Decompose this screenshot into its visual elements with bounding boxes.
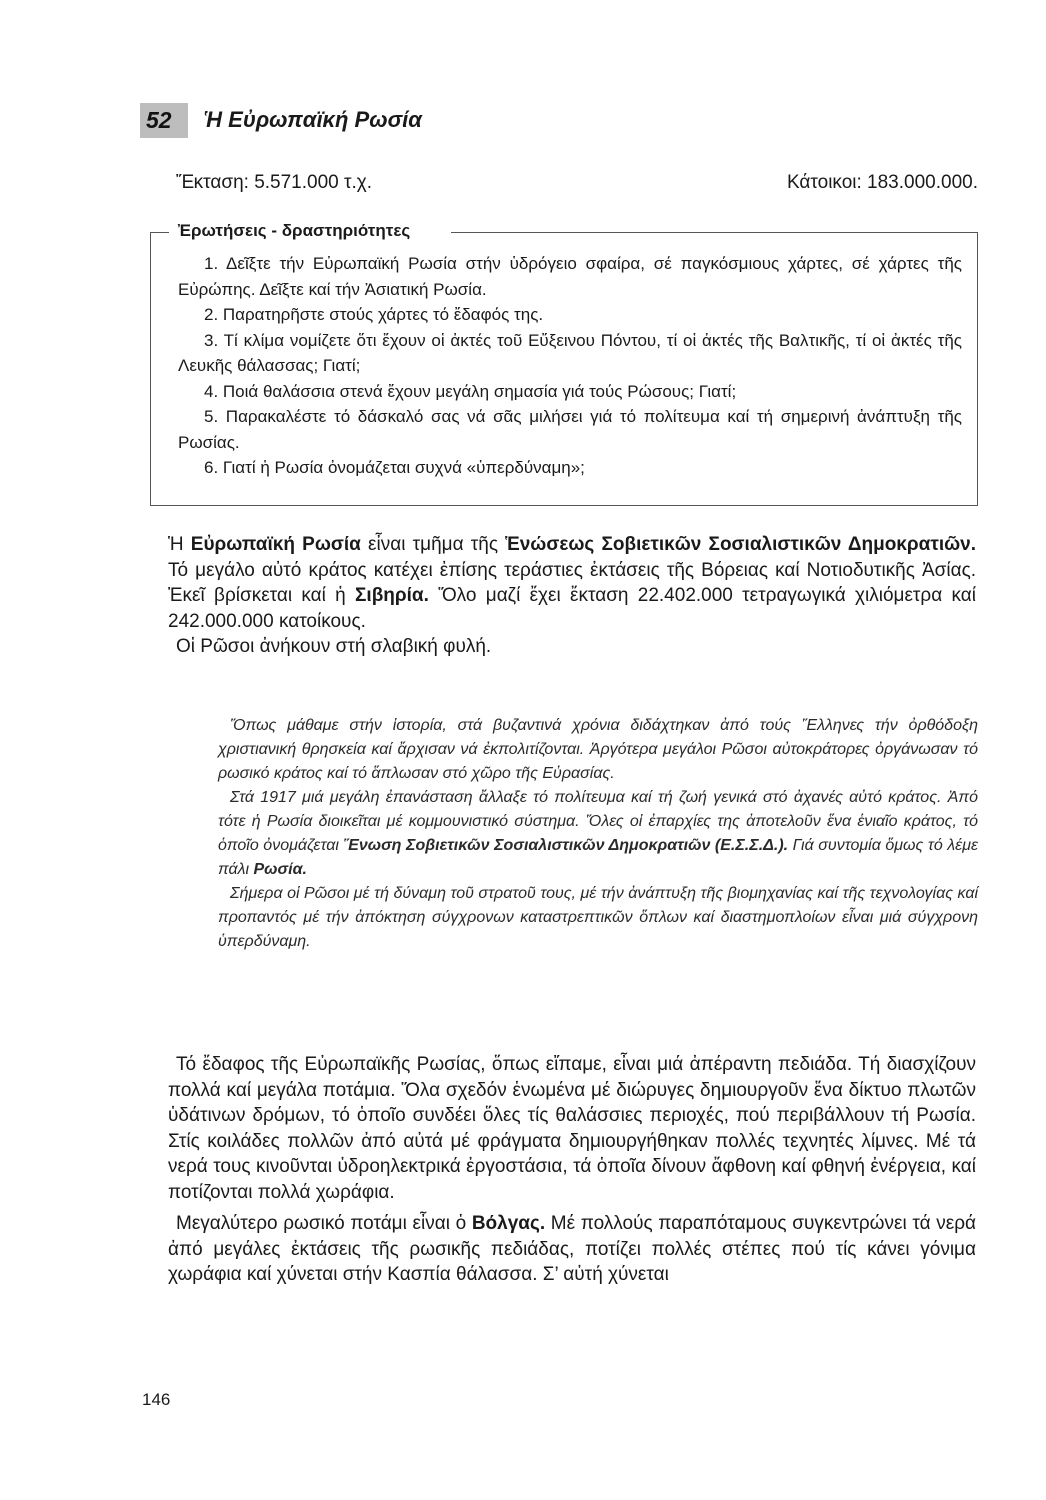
questions-title: Ἐρωτήσεις - δραστηριότητες: [174, 221, 414, 241]
text-run: Στά 1917 μιά μεγάλη ἐπανάσταση ἄλλαξε τό πολίτευμα καί τή ζωή γενικά στό ἀχανές αὐτό κράτος. Ἀπό τότε ἡ Ρωσία διοικεῖται μέ κομμουνιστικό σύστημα. Ὅλες οἱ ἐπαρχίες της ἀποτελοῦν ἕνα ἑνιαῖο κράτος, τό ὁποῖο ὀνομάζεται: [218, 789, 978, 854]
text-run: Μέ πολλούς παραπόταμους συγκεντρώνει τά νερά ἀπό μεγάλες ἐκτάσεις τῆς ρωσικῆς πεδιάδας, ποτίζει πολλές στέπες πού τίς κάνει γόνιμα χωράφια καί χύνεται στήν Κασπία θάλασσα. Σ’ αὐτή χύνεται: [168, 1213, 976, 1285]
bold-term: Ἑνώσεως Σοβιετικῶν Σοσιαλιστικῶν Δημοκρατιῶν.: [505, 534, 976, 555]
bold-term: Εὐρωπαϊκή Ρωσία: [190, 534, 361, 555]
superpower-paragraph: Σήμερα οἱ Ρῶσοι μέ τή δύναμη τοῦ στρατοῦ τους, μέ τήν ἀνάπτυξη τῆς βιομηχανίας καί τῆς τεχνολογίας καί προπαντός μέ τήν ἀπόκτηση σύγχρονων καταστρεπτικῶν ὅπλων καί διαστημοπλοίων εἶναι μιά σύγχρονη ὑπερδύναμη.: [218, 885, 978, 950]
area-stat: Ἔκταση: 5.571.000 τ.χ.: [176, 172, 373, 193]
text-run: εἶναι τμῆμα τῆς: [360, 534, 506, 555]
page-header: [140, 100, 422, 140]
bold-term: Βόλγας.: [471, 1213, 546, 1234]
bold-term: Σιβηρία.: [355, 585, 429, 606]
terrain-paragraph: Τό ἔδαφος τῆς Εὐρωπαϊκῆς Ρωσίας, ὅπως εἴπαμε, εἶναι μιά ἀπέραντη πεδιάδα. Τή διασχίζουν πολλά καί μεγάλα ποτάμια. Ὅλα σχεδόν ἑνωμένα μέ διώρυγες δημιουργοῦν ἕνα δίκτυο πλωτῶν ὑδάτινων δρόμων, τό ὁποῖο συνδέει ὅλες τίς θαλάσσιες περιοχές, πού περιβάλλουν τή Ρωσία. Στίς κοιλάδες πολλῶν ἀπό αὐτά μέ φράγματα δημιουργήθηκαν πολλές τεχνητές λίμνες. Μέ τά νερά τους κινοῦνται ὑδροηλεκτρικά ἐργοστάσια, τά ὁποῖα δίνουν ἄφθονη καί φθηνή ἐνέργεια, καί ποτίζονται πολλά χωράφια.: [168, 1054, 976, 1203]
text-run: Ὅλο μαζί ἔχει ἔκταση 22.402.000 τετραγωγικά χιλιόμετρα καί 242.000.000 κατοίκους.: [168, 585, 976, 632]
intro-paragraph: [168, 532, 976, 634]
page-number: 146: [142, 1390, 171, 1409]
history-paragraph: Ὅπως μάθαμε στήν ἱστορία, στά βυζαντινά χρόνια διδάχτηκαν ἀπό τούς Ἕλληνες τήν ὀρθόδοξη χριστιανική θρησκεία καί ἄρχισαν νά ἐκπολιτίζονται. Ἀργότερα μεγάλοι Ρῶσοι αὐτοκράτορες ὀργάνωσαν τό ρωσικό κράτος καί τό ἅπλωσαν στό χῶρο τῆς Εὐρασίας.: [218, 717, 978, 782]
bold-term: Ἕνωση Σοβιετικῶν Σοσιαλιστικῶν Δημοκρατιῶν (Ε.Σ.Σ.Δ.).: [343, 837, 789, 854]
text-run: Μεγαλύτερο ρωσικό ποτάμι εἶναι ὁ: [176, 1213, 472, 1234]
question-item: 6. Γιατί ἡ Ρωσία ὀνομάζεται συχνά «ὑπερδύναμη»;: [204, 458, 585, 477]
volga-paragraph: [168, 1211, 976, 1288]
people-paragraph: Οἱ Ρῶσοι ἀνήκουν στή σλαβική φυλή.: [176, 636, 492, 657]
bold-term: Ρωσία.: [253, 861, 307, 878]
chapter-number: 52: [140, 103, 188, 138]
population-stat: Κάτοικοι: 183.000.000.: [786, 172, 978, 193]
geography-section: [168, 1052, 976, 1288]
chapter-title: Ἡ Εὐρωπαϊκή Ρωσία: [204, 107, 422, 132]
intro-section: [168, 532, 976, 660]
text-run: Γιά συντομία ὅμως τό λέμε πάλι: [218, 837, 978, 878]
question-item: 4. Ποιά θαλάσσια στενά ἔχουν μεγάλη σημασία γιά τούς Ρώσους; Γιατί;: [204, 381, 737, 401]
text-run: Τό μεγάλο αὐτό κράτος κατέχει ἐπίσης τεράστιες ἐκτάσεις τῆς Βόρειας καί Νοτιοδυτικῆς Ἀσίας. Ἐκεῖ βρίσκεται καί ἡ: [168, 559, 976, 606]
question-item: 5. Παρακαλέστε τό δάσκαλό σας νά σᾶς μιλήσει γιά τό πολίτευμα καί τή σημερινή ἀνάπτυξη τῆς Ρωσίας.: [178, 407, 962, 452]
history-box: [218, 714, 978, 954]
question-item: 3. Τί κλίμα νομίζετε ὅτι ἔχουν οἱ ἀκτές τοῦ Εὔξεινου Πόντου, τί οἱ ἀκτές τῆς Βαλτικῆς, τί οἱ ἀκτές τῆς Λευκῆς θάλασσας; Γιατί;: [178, 330, 962, 375]
questions-list: [178, 251, 962, 481]
question-item: 1. Δεῖξτε τήν Εὐρωπαϊκή Ρωσία στήν ὑδρόγειο σφαίρα, σέ παγκόσμιους χάρτες, σέ χάρτες τῆς Εὐρώπης. Δεῖξτε καί τήν Ἀσιατική Ρωσία.: [178, 254, 962, 299]
text-run: Ἡ: [168, 534, 191, 555]
question-item: 2. Παρατηρῆστε στούς χάρτες τό ἔδαφός της.: [204, 305, 544, 324]
revolution-paragraph: [218, 786, 978, 882]
